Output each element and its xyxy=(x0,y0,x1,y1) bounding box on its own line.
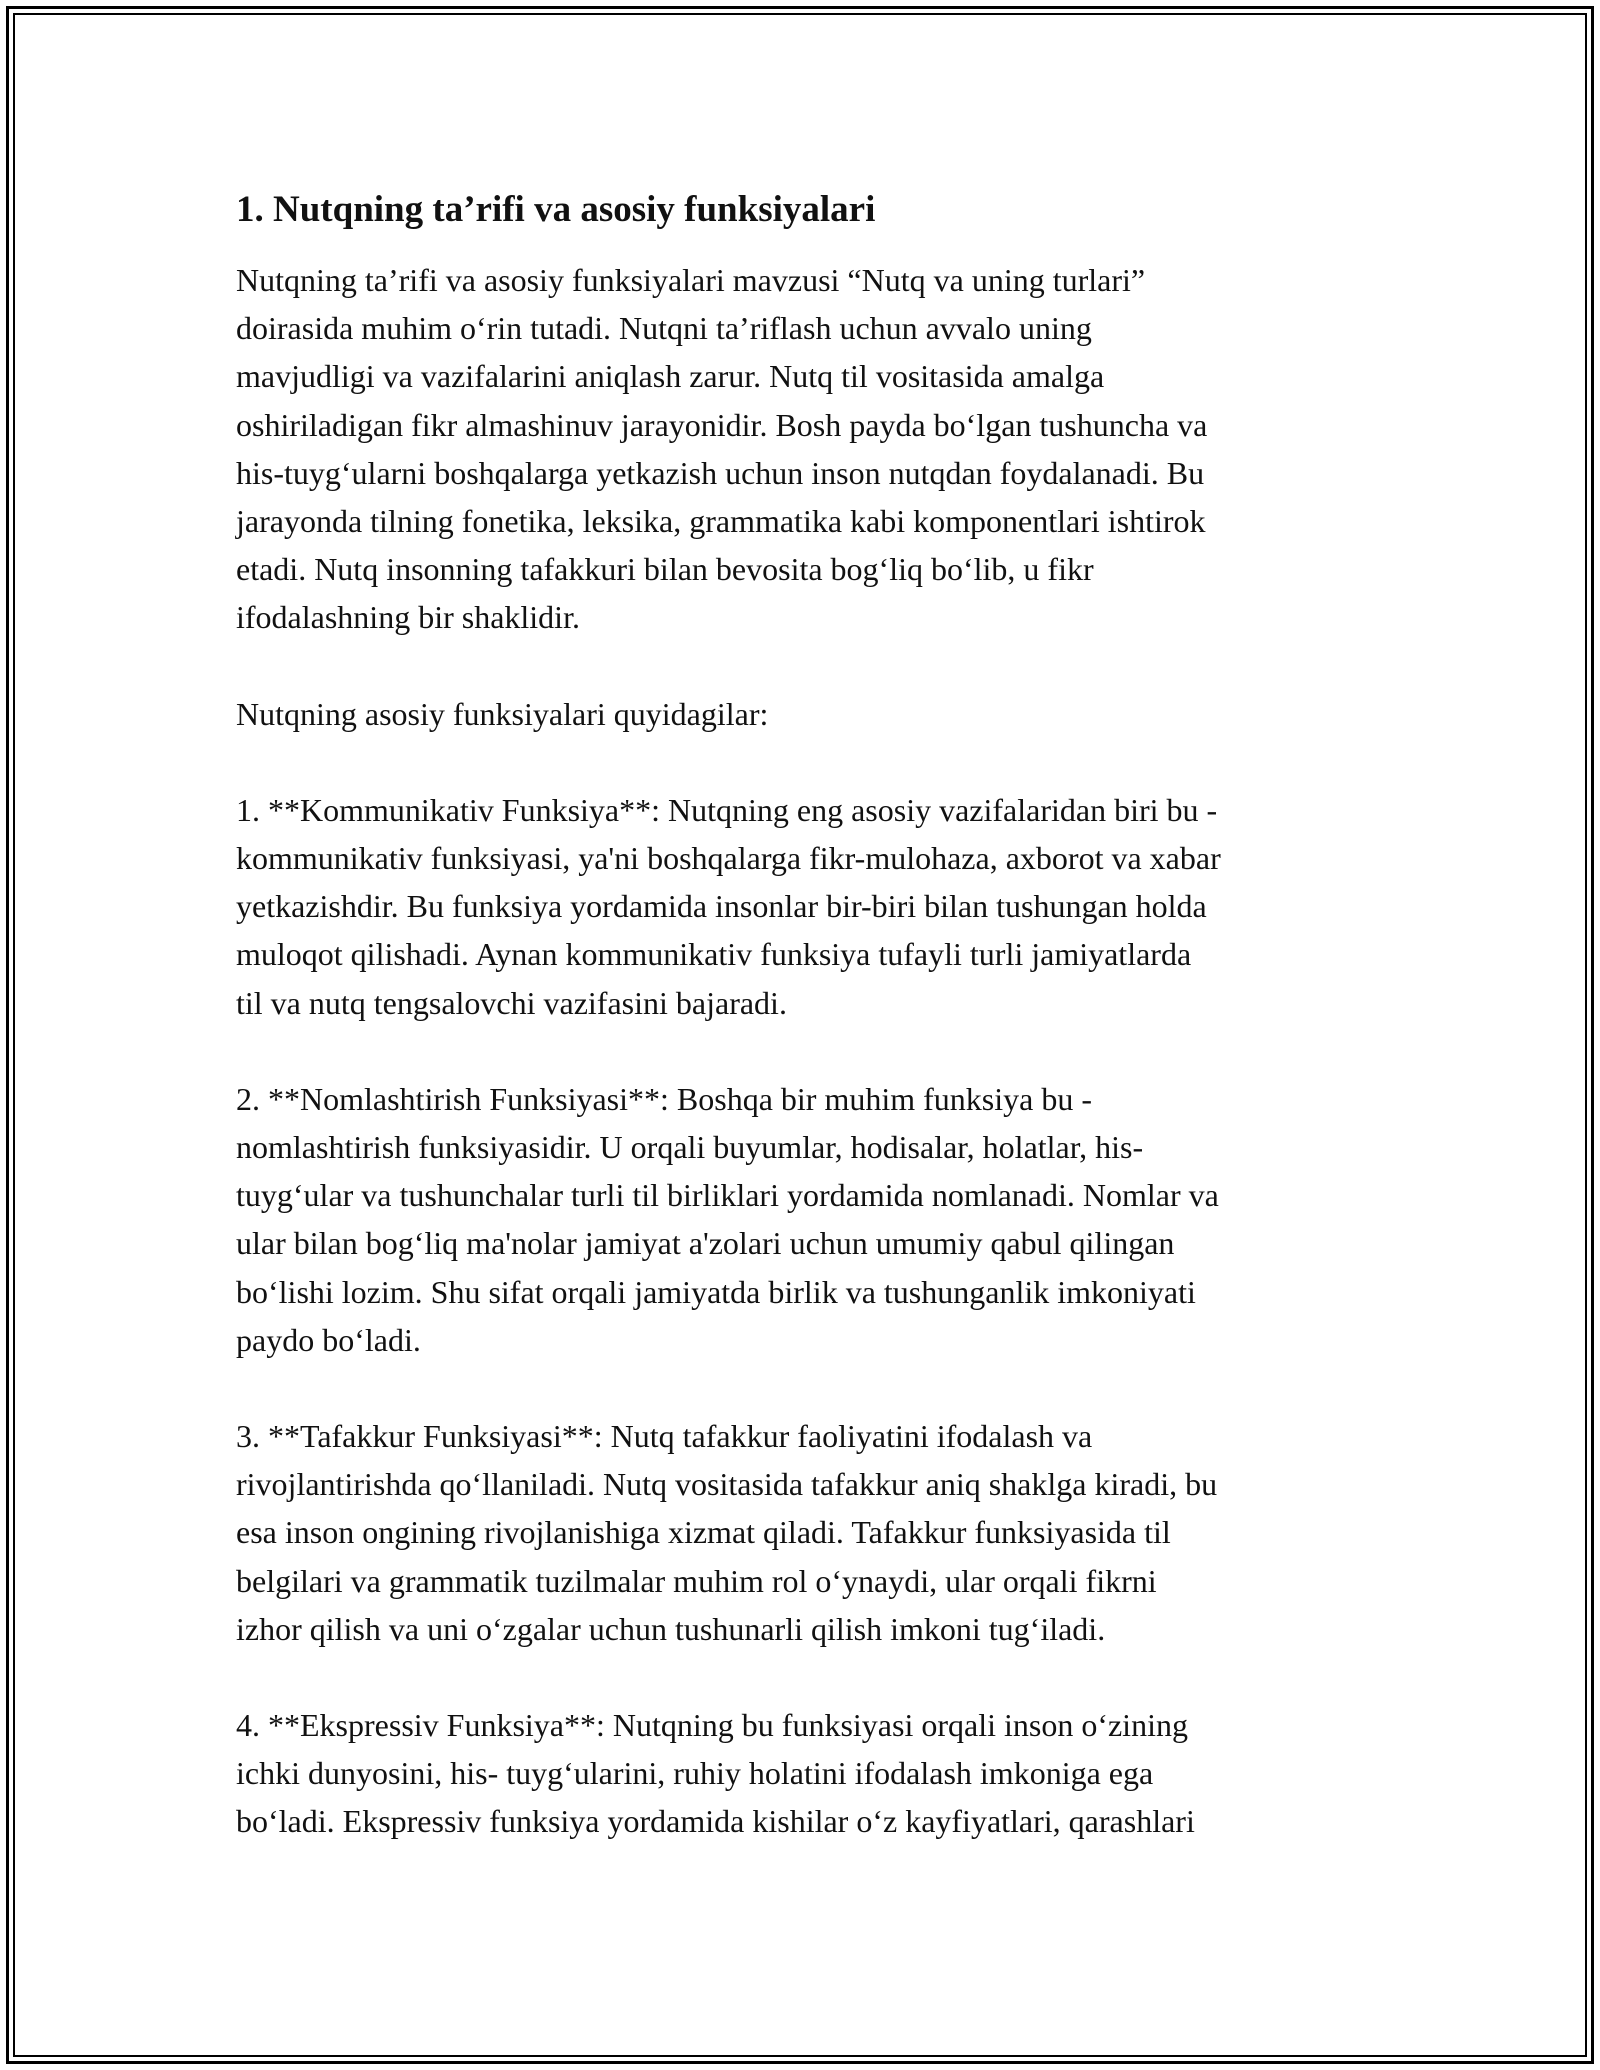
paragraph-expressive-function: 4. **Ekspressiv Funksiya**: Nutqning bu funksiyasi orqali inson o‘zining ichki dunyosini, his- tuyg‘ularini, ruhiy holatini ifodalash imkoniga ega bo‘ladi. Ekspressiv funksiya yordamida kishilar o‘z kayfiyatlari, qarashlari xyxy=(236,1707,1195,1840)
section-heading: 1. Nutqning ta’rifi va asosiy funksiyalari xyxy=(236,189,876,230)
paragraph-communicative-function: 1. **Kommunikativ Funksiya**: Nutqning eng asosiy vazifalaridan biri bu - kommunikativ funksiyasi, ya'ni boshqalarga fikr-mulohaza, axborot va xabar yetkazishdir. Bu funksiya yordamida insonlar bir-biri bilan tushungan holda muloqot qilishadi. Aynan kommunikativ funksiya tufayli turli jamiyatlarda til va nutq tengsalovchi vazifasini bajaradi. xyxy=(236,791,1221,1021)
paragraph-naming-function: 2. **Nomlashtirish Funksiyasi**: Boshqa bir muhim funksiya bu - nomlashtirish funksiyasidir. U orqali buyumlar, hodisalar, holatlar, his- tuyg‘ular va tushunchalar turli til birliklari yordamida nomlanadi. Nomlar va ular bilan bog‘liq ma'nolar jamiyat a'zolari uchun umumiy qabul qilingan bo‘lishi lozim. Shu sifat orqali jamiyatda birlik va tushunganlik imkoniyati paydo bo‘ladi. xyxy=(236,1080,1219,1358)
document-body xyxy=(236,186,1376,1846)
paragraph-definition: Nutqning ta’rifi va asosiy funksiyalari mavzusi “Nutq va uning turlari” doirasida muhim o‘rin tutadi. Nutqni ta’riflash uchun avvalo uning mavjudligi va vazifalarini aniqlash zarur. Nutq til vositasida amalga oshiriladigan fikr almashinuv jarayonidir. Bosh payda bo‘lgan tushuncha va his-tuyg‘ularni boshqalarga yetkazish uchun inson nutqdan foydalanadi. Bu jarayonda tilning fonetika, leksika, grammatika kabi komponentlari ishtirok etadi. Nutq insonning tafakkuri bilan bevosita bog‘liq bo‘lib, u fikr ifodalashning bir shaklidir. xyxy=(236,262,1208,636)
paragraph-thinking-function: 3. **Tafakkur Funksiyasi**: Nutq tafakkur faoliyatini ifodalash va rivojlantirishda qo‘llaniladi. Nutq vositasida tafakkur aniq shaklga kiradi, bu esa inson ongining rivojlanishiga xizmat qiladi. Tafakkur funksiyasida til belgilari va grammatik tuzilmalar muhim rol o‘ynaydi, ular orqali fikrni izhor qilish va uni o‘zgalar uchun tushunarli qilish imkoni tug‘iladi. xyxy=(236,1418,1218,1647)
paragraph-functions-intro: Nutqning asosiy funksiyalari quyidagilar: xyxy=(236,695,769,732)
